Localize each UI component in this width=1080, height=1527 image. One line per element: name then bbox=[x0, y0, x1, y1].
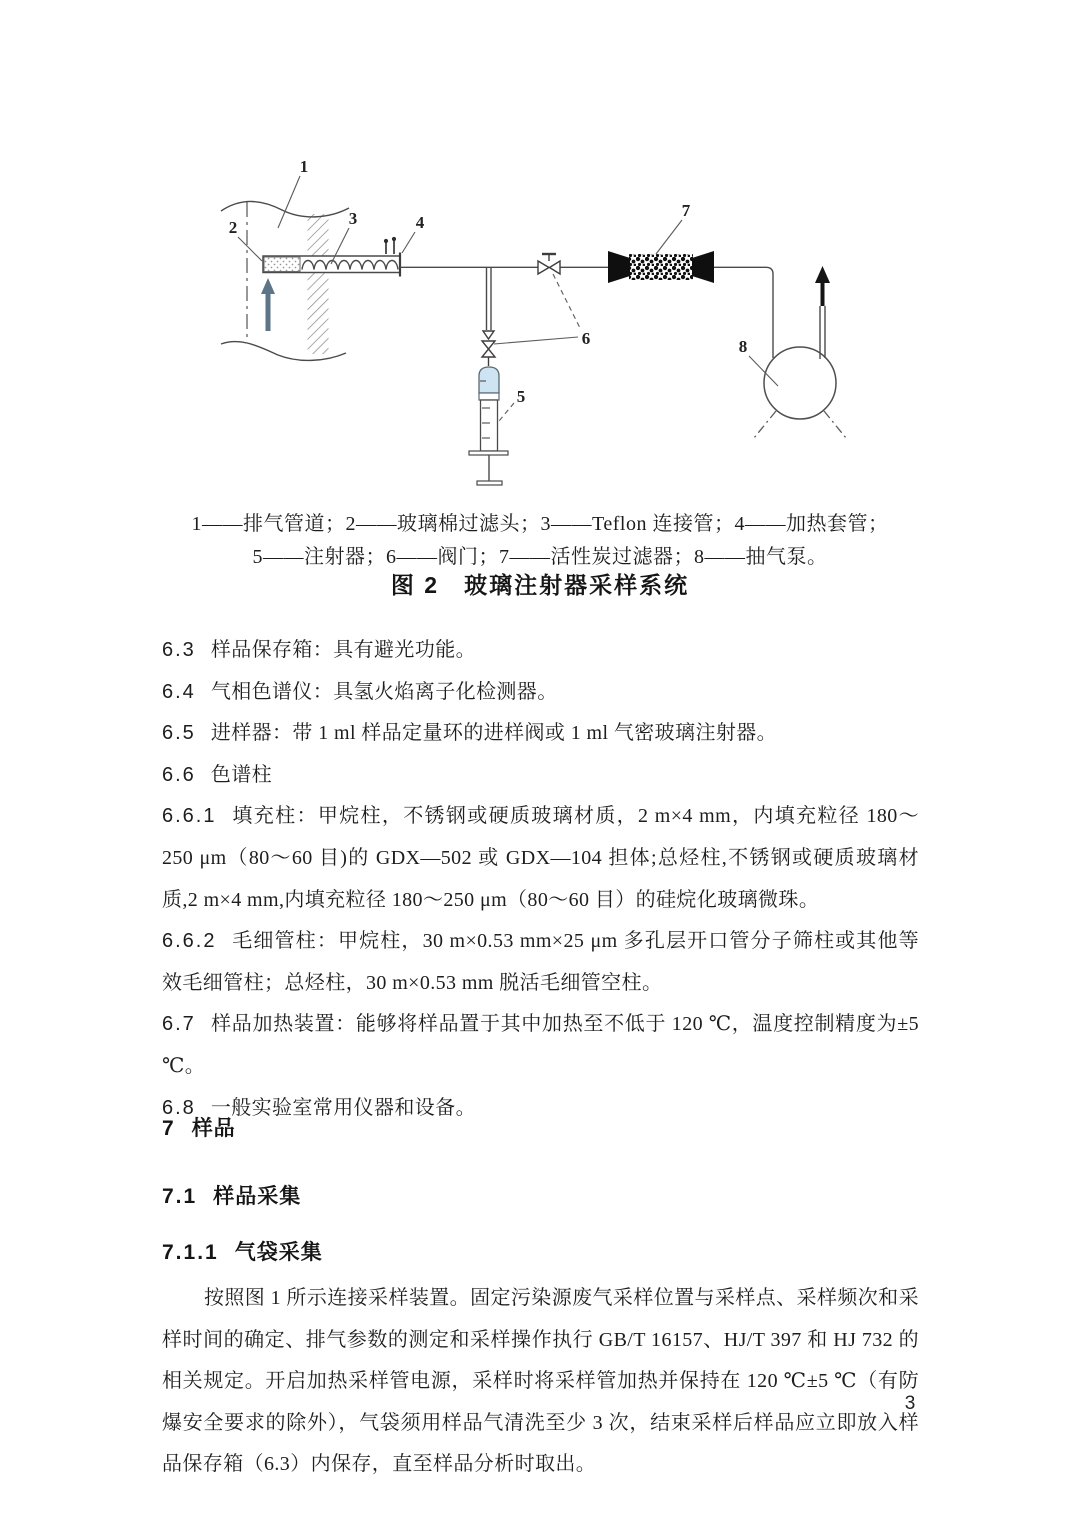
part-label-3: 3 bbox=[348, 209, 358, 228]
clause-6-3 bbox=[162, 630, 919, 672]
clause-6-7 bbox=[162, 1004, 919, 1087]
part-label-8: 8 bbox=[738, 337, 748, 356]
part-label-6: 6 bbox=[581, 329, 591, 348]
clause-text: 气相色谱仪：具氢火焰离子化检测器。 bbox=[210, 680, 558, 703]
figure-caption-line-2: 5——注射器；6——阀门；7——活性炭过滤器；8——抽气泵。 bbox=[252, 546, 828, 568]
clause-number: 6.6 bbox=[162, 763, 196, 786]
section-heading-7-1 bbox=[162, 1180, 301, 1210]
gas-flow-arrow bbox=[261, 278, 275, 331]
sampling-probe bbox=[263, 237, 400, 277]
glass-syringe bbox=[469, 367, 508, 485]
syringe-branch-line bbox=[487, 268, 492, 330]
clause-text: 色谱柱 bbox=[210, 763, 273, 786]
syringe-thumb-plate bbox=[477, 481, 502, 485]
section-number: 7.1 bbox=[162, 1185, 198, 1208]
clause-text: 填充柱：甲烷柱，不锈钢或硬质玻璃材质，2 m×4 mm，内填充粒径 180～250 μm（80～60 目)的 GDX—502 或 GDX—104 担体;总烃柱,不锈钢或硬质玻璃材质,2 m×4 mm,内填充粒径 180～250 μm（80～60 目）的硅烷化玻璃微珠。 bbox=[162, 805, 919, 911]
clause-text: 样品加热装置：能够将样品置于其中加热至不低于 120 ℃，温度控制精度为±5 ℃。 bbox=[162, 1013, 919, 1077]
duct-break-top bbox=[221, 201, 349, 216]
section-heading-7-1-1 bbox=[162, 1236, 323, 1266]
clause-list bbox=[162, 630, 919, 1129]
section-title: 样品 bbox=[191, 1117, 236, 1140]
glass-wool-filter-head bbox=[264, 257, 300, 272]
clause-number: 6.3 bbox=[162, 639, 196, 661]
clause-number: 6.6.1 bbox=[162, 805, 217, 828]
part-label-5: 5 bbox=[516, 387, 526, 406]
section-number: 7 bbox=[162, 1117, 176, 1140]
suction-pump bbox=[754, 266, 846, 438]
clause-number: 6.4 bbox=[162, 680, 196, 703]
duct-wall-hatch bbox=[308, 214, 329, 354]
clause-number: 6.5 bbox=[162, 722, 196, 745]
clause-6-8 bbox=[162, 1088, 919, 1130]
body-paragraph: 按照图 1 所示连接采样装置。固定污染源废气采样位置与采样点、采样频次和采样时间的确定、排气参数的测定和采样操作执行 GB/T 16157、HJ/T 397 和 HJ 732 的相关规定。开启加热采样管电源，采样时将采样管加热并保持在 120 ℃±5 ℃（有防爆安全要求的除外），气袋须用样品气清洗至少 3 次，结束采样后样品应立即放入样品保存箱（6.3）内保存，直至样品分析时取出。 bbox=[162, 1287, 919, 1476]
clause-6-5 bbox=[162, 713, 919, 755]
line-valve bbox=[538, 254, 560, 274]
clause-6-6-1 bbox=[162, 796, 919, 921]
clause-text: 一般实验室常用仪器和设备。 bbox=[210, 1096, 477, 1119]
syringe-valve bbox=[482, 331, 495, 366]
part-label-7: 7 bbox=[681, 201, 691, 220]
section-title: 样品采集 bbox=[213, 1185, 302, 1208]
heat-indicator-pins bbox=[384, 237, 396, 254]
syringe-sample-gas bbox=[479, 367, 499, 393]
section-number: 7.1.1 bbox=[162, 1241, 219, 1264]
filter-carbon-bed bbox=[629, 254, 693, 280]
clause-text: 样品保存箱：具有避光功能。 bbox=[210, 639, 477, 661]
pump-outlet-arrow bbox=[815, 266, 830, 306]
figure-title: 图 2 玻璃注射器采样系统 bbox=[390, 572, 690, 598]
syringe-flange bbox=[469, 451, 508, 455]
part-label-2: 2 bbox=[228, 218, 238, 237]
figure-2-diagram bbox=[150, 140, 870, 495]
activated-carbon-filter bbox=[608, 251, 714, 283]
filter-right-fitting bbox=[692, 251, 714, 283]
clause-number: 6.7 bbox=[162, 1013, 196, 1036]
syringe-plunger-seal bbox=[479, 393, 499, 400]
figure-caption-line-1: 1——排气管道；2——玻璃棉过滤头；3——Teflon 连接管；4——加热套管； bbox=[191, 513, 889, 535]
page-number: 3 bbox=[904, 1393, 916, 1414]
section-title: 气袋采集 bbox=[234, 1241, 323, 1264]
clause-text: 进样器：带 1 ml 样品定量环的进样阀或 1 ml 气密玻璃注射器。 bbox=[210, 722, 778, 745]
clause-6-6 bbox=[162, 755, 919, 797]
clause-number: 6.8 bbox=[162, 1096, 196, 1119]
clause-number: 6.6.2 bbox=[162, 930, 217, 953]
part-label-1: 1 bbox=[299, 157, 309, 176]
filter-left-fitting bbox=[608, 251, 630, 283]
exhaust-duct bbox=[221, 201, 349, 360]
part-label-4: 4 bbox=[415, 213, 425, 232]
section-heading-7 bbox=[162, 1112, 236, 1142]
clause-6-6-2 bbox=[162, 921, 919, 1004]
clause-6-4 bbox=[162, 672, 919, 714]
clause-text: 毛细管柱：甲烷柱，30 m×0.53 mm×25 μm 多孔层开口管分子筛柱或其他等效毛细管柱；总烃柱，30 m×0.53 mm 脱活毛细管空柱。 bbox=[162, 930, 919, 994]
